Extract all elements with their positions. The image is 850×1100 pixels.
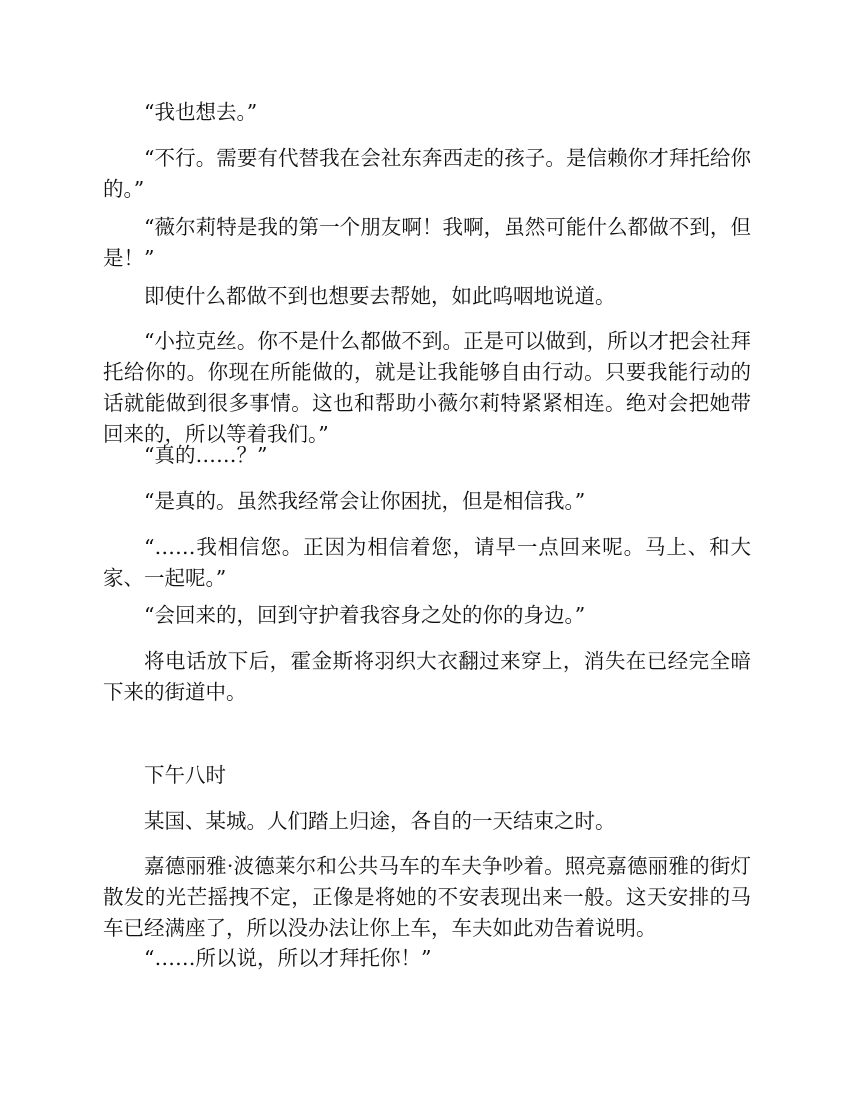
dialogue-paragraph: “……所以说，所以才拜托你！” xyxy=(144,946,432,970)
scene-time-heading: 下午八时 xyxy=(144,763,226,787)
dialogue-paragraph: “不行。需要有代替我在会社东奔西走的孩子。是信赖你才拜托给你的。” xyxy=(103,146,751,201)
dialogue-paragraph: “薇尔莉特是我的第一个朋友啊！我啊，虽然可能什么都做不到，但是！” xyxy=(103,215,751,270)
dialogue-paragraph: “小拉克丝。你不是什么都做不到。正是可以做到，所以才把会社拜托给你的。你现在所能做的，就是让我能够自由行动。只要我能行动的话就能做到很多事情。这也和帮助小薇尔莉特紧紧相连。绝对会把她带回来的，所以等着我们。” xyxy=(103,329,751,446)
dialogue-paragraph: “我也想去。” xyxy=(144,100,258,124)
dialogue-paragraph: “会回来的，回到守护着我容身之处的你的身边。” xyxy=(144,603,586,627)
dialogue-paragraph: “真的……？” xyxy=(144,443,268,467)
dialogue-paragraph: “……我相信您。正因为相信着您，请早一点回来呢。马上、和大家、一起呢。” xyxy=(103,535,751,590)
narration-paragraph: 即使什么都做不到也想要去帮她，如此呜咽地说道。 xyxy=(144,284,616,308)
dialogue-paragraph: “是真的。虽然我经常会让你困扰，但是相信我。” xyxy=(144,489,586,513)
narration-paragraph: 嘉德丽雅·波德莱尔和公共马车的车夫争吵着。照亮嘉德丽雅的街灯散发的光芒摇拽不定，正像是将她的不安表现出来一般。这天安排的马车已经满座了，所以没办法让你上车，车夫如此劝告着说明。 xyxy=(103,854,751,940)
narration-paragraph: 将电话放下后，霍金斯将羽织大衣翻过来穿上，消失在已经完全暗下来的街道中。 xyxy=(103,649,751,704)
narration-paragraph: 某国、某城。人们踏上归途，各自的一天结束之时。 xyxy=(144,809,616,833)
